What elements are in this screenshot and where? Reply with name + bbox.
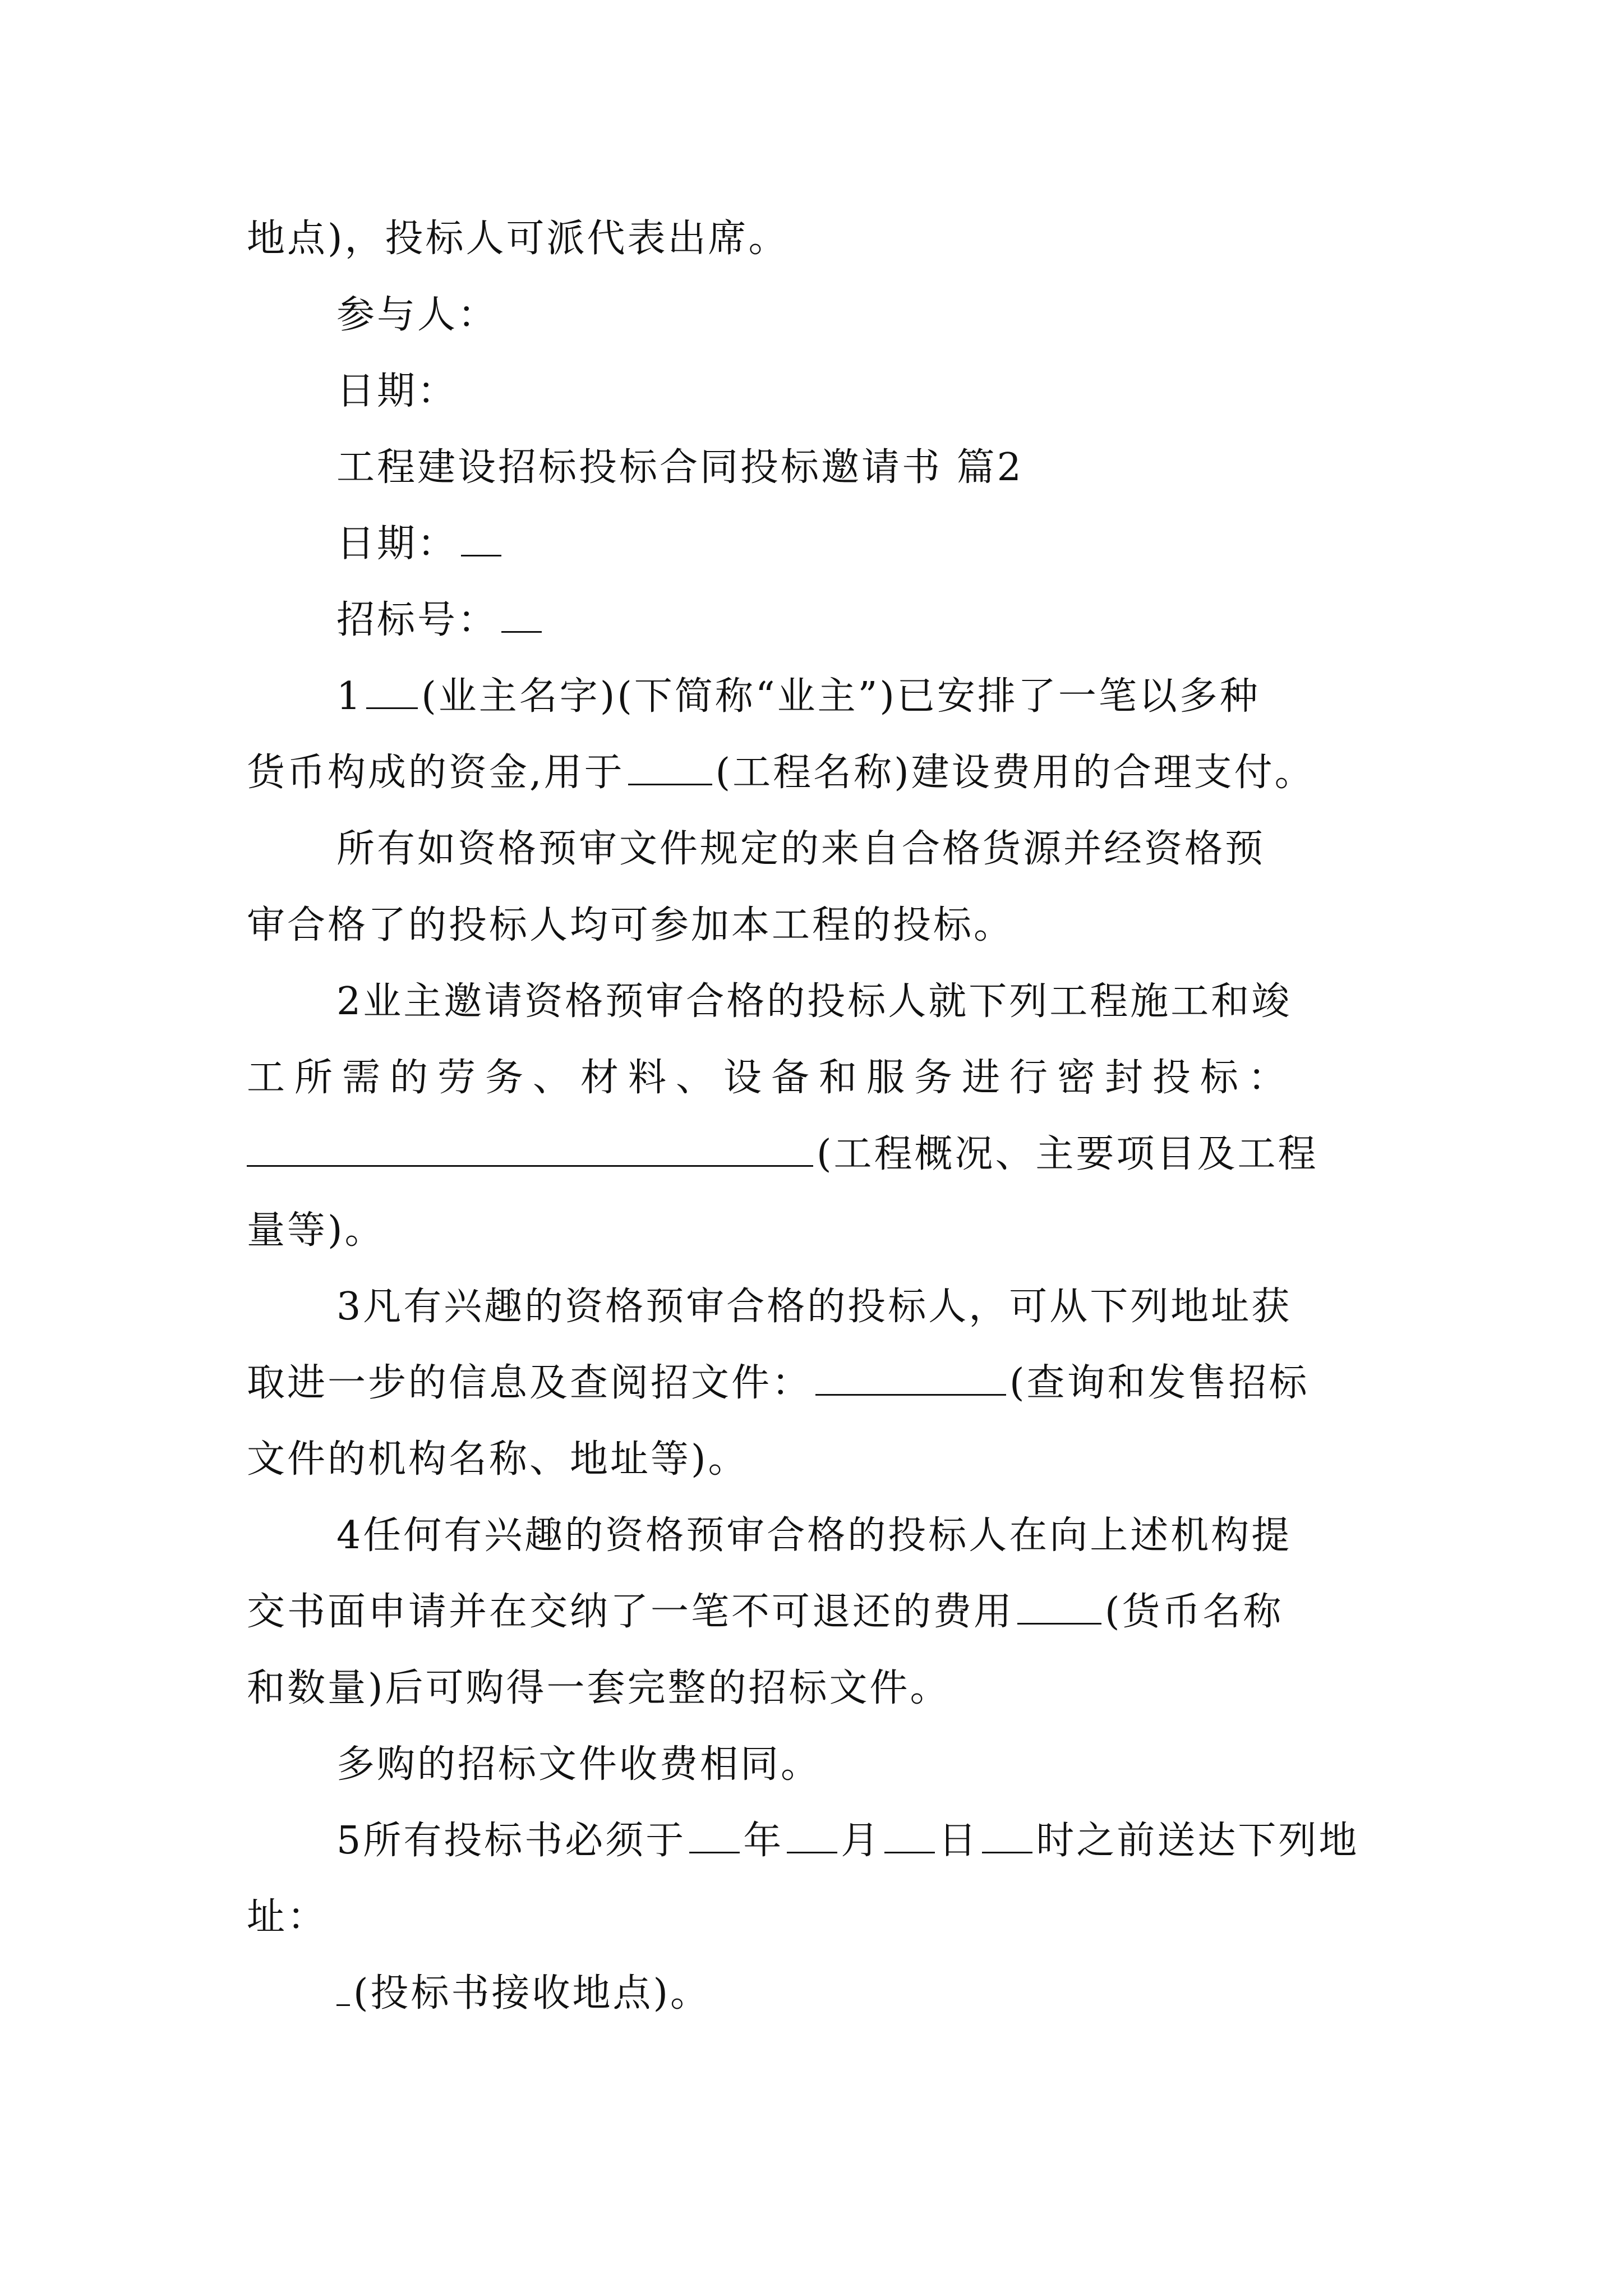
qualification-line2-text: 审合格了的投标人均可参加本工程的投标。: [247, 903, 1015, 947]
date-blank: [461, 527, 501, 556]
section-title: [247, 430, 1391, 506]
item2-line1: [247, 964, 1391, 1040]
receive-place-blank: [336, 1976, 350, 2006]
day-label: 日: [938, 1819, 979, 1863]
owner-name-blank: [366, 679, 418, 709]
item3-line2: [247, 1345, 1391, 1421]
item4-line2-prefix: 交书面申请并在交纳了一笔不可退还的费用: [247, 1590, 1015, 1634]
tender-no-label: 招标号：: [336, 598, 499, 642]
item1-prefix: 1: [336, 674, 363, 719]
item4-line1: [247, 1498, 1391, 1574]
project-overview-blank: [247, 1137, 813, 1167]
item2-line3: [247, 1116, 1391, 1193]
item3-line1: [247, 1269, 1391, 1345]
paragraph-item3: [247, 1269, 1391, 1498]
extra-purchase-text: 多购的招标文件收费相同。: [336, 1742, 822, 1787]
item2-line4: [247, 1193, 1391, 1269]
item3-line1-text: 3凡有兴趣的资格预审合格的投标人，可从下列地址获: [336, 1285, 1292, 1329]
month-label: 月: [841, 1819, 882, 1863]
qualification-line2: [247, 887, 1391, 964]
item1-line2: [247, 735, 1391, 811]
year-blank: [689, 1824, 740, 1853]
month-blank: [787, 1824, 837, 1853]
info-office-blank: [815, 1366, 1006, 1396]
item2-line4-text: 量等)。: [247, 1208, 385, 1253]
paragraph-date-line: [247, 506, 1391, 582]
paragraph-continuation: [247, 201, 1391, 277]
receive-place-text: (投标书接收地点)。: [353, 1971, 711, 2016]
paragraph-tender-no: [247, 582, 1391, 659]
date-line-label: 日期：: [336, 522, 458, 566]
paragraph-item4: [247, 1498, 1391, 1727]
item1-line1: [247, 659, 1391, 735]
continuation-text: 地点)，投标人可派代表出席。: [247, 217, 789, 261]
project-name-blank: [628, 756, 712, 785]
item3-line2-prefix: 取进一步的信息及查阅招文件：: [247, 1361, 813, 1405]
section-title-text: 工程建设招标投标合同投标邀请书 篇2: [336, 445, 1023, 490]
year-label: 年: [743, 1819, 784, 1863]
hour-blank: [982, 1824, 1032, 1853]
item4-line2-suffix: (货币名称: [1105, 1590, 1284, 1634]
day-blank: [884, 1824, 935, 1853]
item2-line2: [247, 1040, 1391, 1116]
qualification-line1-text: 所有如资格预审文件规定的来自合格货源并经资格预: [336, 827, 1266, 871]
item3-line3-text: 文件的机构名称、地址等)。: [247, 1437, 749, 1481]
item4-line3: [247, 1650, 1391, 1727]
item1-line2-prefix: 货币构成的资金,用于: [247, 751, 625, 795]
item1-text: (业主名字)(下简称“业主”)已安排了一笔以多种: [421, 674, 1260, 719]
qualification-line1: [247, 811, 1391, 887]
item2-line1-text: 2业主邀请资格预审合格的投标人就下列工程施工和竣: [336, 979, 1292, 1024]
item5-line2-text: 址：: [247, 1895, 328, 1939]
item4-line1-text: 4任何有兴趣的资格预审合格的投标人在向上述机构提: [336, 1513, 1292, 1558]
paragraph-date: [247, 353, 1391, 430]
item2-line3-suffix: (工程概况、主要项目及工程: [817, 1132, 1318, 1176]
fee-blank: [1017, 1595, 1101, 1625]
date-label: 日期：: [336, 369, 458, 413]
item2-line2-text: 工所需的劳务、材料、设备和服务进行密封投标：: [247, 1056, 1296, 1100]
participant-label: 参与人：: [336, 293, 499, 337]
paragraph-receive-place: [247, 1955, 1391, 2032]
paragraph-qualification: [247, 811, 1391, 964]
paragraph-participant: [247, 277, 1391, 353]
paragraph-item2: [247, 964, 1391, 1269]
item5-prefix: 5所有投标书必须于: [336, 1819, 686, 1863]
item5-line1: [247, 1803, 1391, 1879]
item5-line2: [247, 1879, 1391, 1955]
paragraph-item1: [247, 659, 1391, 811]
item4-line2: [247, 1574, 1391, 1650]
paragraph-item5: [247, 1803, 1391, 1955]
item4-line3-text: 和数量)后可购得一套完整的招标文件。: [247, 1666, 951, 1710]
item1-line2-suffix: (工程名称)建设费用的合理支付。: [715, 751, 1315, 795]
tender-no-blank: [501, 603, 542, 633]
item5-suffix: 时之前送达下列地: [1036, 1819, 1359, 1863]
paragraph-extra-purchase: [247, 1727, 1391, 1803]
item3-line3: [247, 1421, 1391, 1498]
item3-line2-suffix: (查询和发售招标: [1009, 1361, 1310, 1405]
document-body: [247, 201, 1391, 2032]
